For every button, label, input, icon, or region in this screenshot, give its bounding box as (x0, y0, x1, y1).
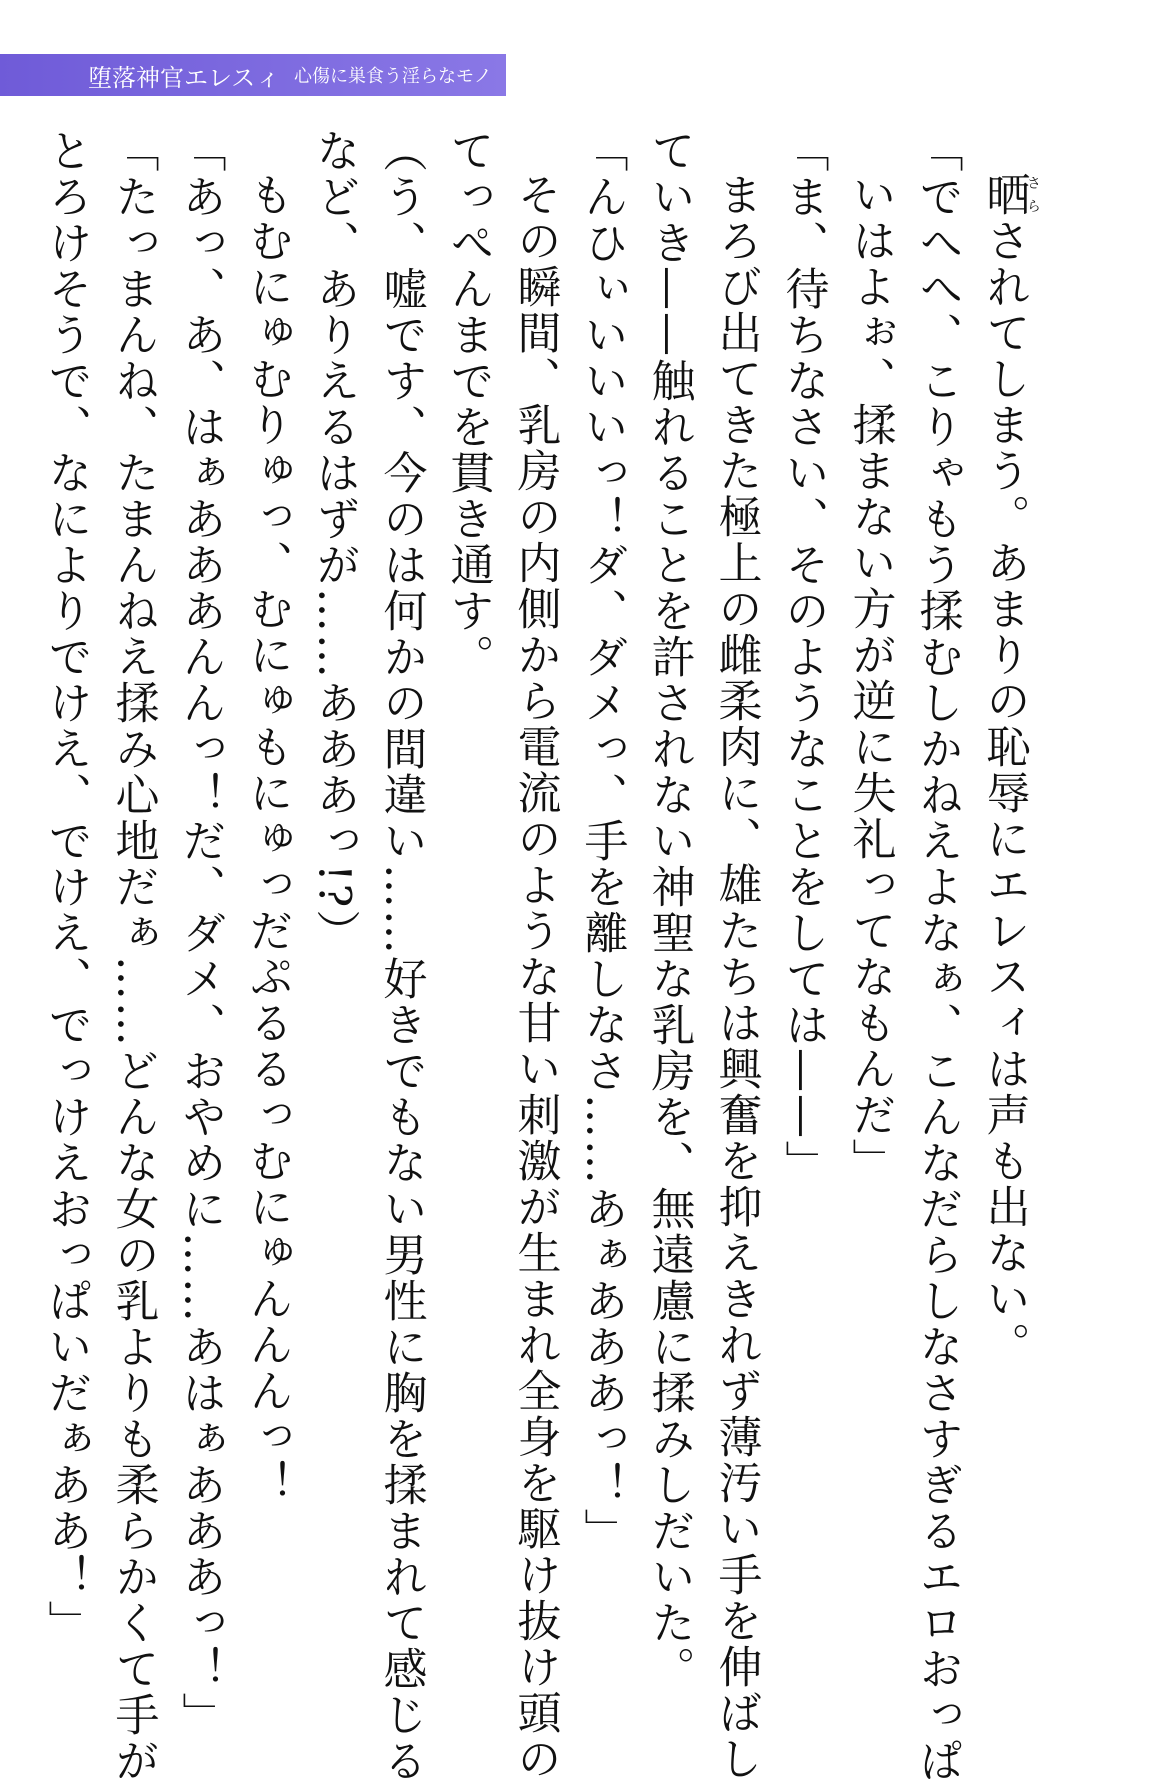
text-line-14: 「たっまんね、たまんねえ揉み心地だぁ……どんな女の乳よりも柔らかくて手が (107, 128, 159, 1784)
text-line-5: まろび出てきた極上の雌柔肉に、雄たちは興奮を抑えきれず薄汚い手を伸ばし (710, 172, 762, 1782)
book-title: 堕落神官エレスィ (88, 63, 280, 92)
text-line-9: てっぺんまでを貫き通す。 (442, 128, 494, 680)
vertical-text-body (40, 128, 1041, 1784)
text-line-10: （う、嘘です、今のは何かの間違い……好きでもない男性に胸を揉まれて感じる (375, 128, 427, 1784)
text-line-3: いはよぉ、揉まない方が逆に失礼ってなもんだ」 (844, 172, 896, 1184)
text-line-2: 「でへへ、こりゃもう揉むしかねえよなぁ、こんなだらしなさすぎるエロおっぱ (911, 128, 963, 1784)
text-line-11: など、ありえるはずが……あああっ!?） (308, 128, 360, 956)
ruby-reading: さら (1025, 172, 1041, 218)
text-line-1-rest: されてしまう。あまりの恥辱にエレスィは声も出ない。 (978, 218, 1030, 1368)
header-band (0, 54, 506, 96)
text-line-6: ていき——触れることを許されない神聖な乳房を、無遠慮に揉みしだいた。 (643, 128, 695, 1692)
text-line-1 (971, 128, 1041, 1608)
ruby-base: 晒 (978, 172, 1030, 218)
text-line-15: とろけそうで、なによりでけえ、でけえ、でっけえおっぱいだぁああ！」 (40, 128, 92, 1646)
text-line-8: その瞬間、乳房の内側から電流のような甘い刺激が生まれ全身を駆け抜け頭の (509, 172, 561, 1782)
chapter-subtitle: 心傷に巣食う淫らなモノ (294, 66, 492, 87)
text-line-12: もむにゅむりゅっ、むにゅもにゅっだぷるるっむにゅんんんっ！ (241, 172, 293, 1506)
text-line-7: 「んひぃいいいっ！ダ、ダメっ、手を離しなさ……あぁあああっ！」 (576, 128, 628, 1554)
text-line-4: 「ま、待ちなさい、そのようなことをしては——」 (777, 128, 829, 1186)
ruby-word (978, 172, 1041, 218)
text-line-13: 「あっ、あ、はぁあああんんっ！だ、ダメ、おやめに……あはぁあああっ！」 (174, 128, 226, 1738)
